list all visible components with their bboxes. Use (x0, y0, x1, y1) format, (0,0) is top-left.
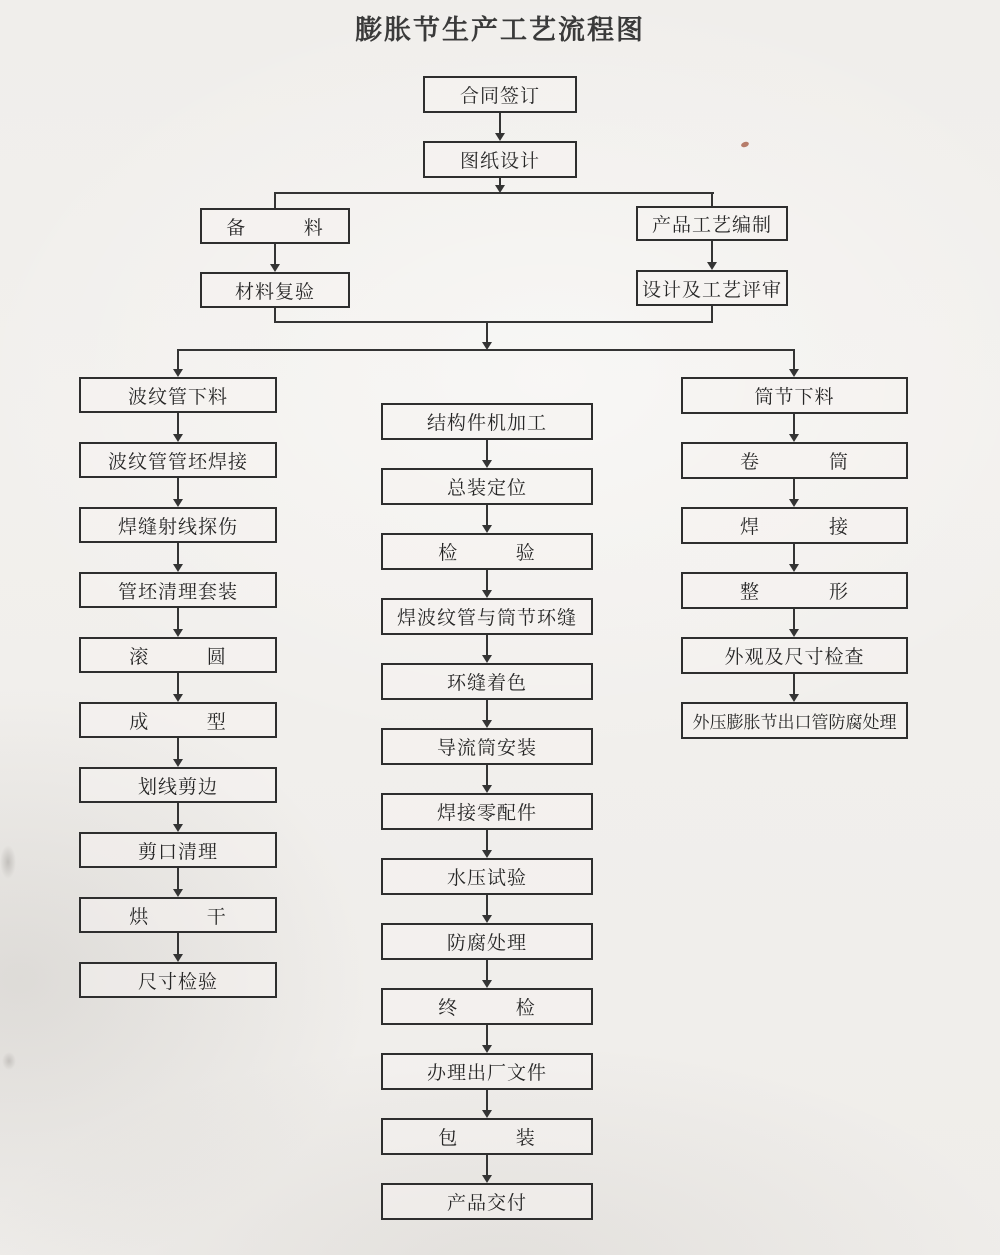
node-process-plan: 产品工艺编制 (636, 206, 788, 241)
arrow-down (173, 933, 183, 962)
node-dimension-inspection: 尺寸检验 (79, 962, 277, 998)
arrow-down (482, 765, 492, 793)
arrow-down (482, 505, 492, 533)
arrow-down (495, 113, 505, 141)
arrow-down (482, 1025, 492, 1053)
node-bellows-blanking: 波纹管下料 (79, 377, 277, 413)
arrow-down (707, 241, 717, 270)
node-design-process-review: 设计及工艺评审 (636, 270, 788, 306)
node-tube-cleaning-nesting: 管坯清理套装 (79, 572, 277, 608)
arrow-down (173, 803, 183, 832)
node-welding: 焊 接 (681, 507, 908, 544)
arrow-down (482, 1090, 492, 1118)
arrow-down (482, 440, 492, 468)
arrow-down (173, 413, 183, 442)
connector-stub (711, 192, 713, 206)
arrow-down (173, 868, 183, 897)
arrow-down (789, 414, 799, 442)
arrow-down (482, 570, 492, 598)
node-packaging: 包 装 (381, 1118, 593, 1155)
node-structural-machining: 结构件机加工 (381, 403, 593, 440)
node-material-prepare: 备 料 (200, 208, 350, 244)
arrow-down (270, 244, 280, 272)
node-forming: 成 型 (79, 702, 277, 738)
node-factory-documents: 办理出厂文件 (381, 1053, 593, 1090)
arrow-down (789, 674, 799, 702)
scan-artifact-red-speck (740, 141, 749, 148)
node-hydro-test: 水压试验 (381, 858, 593, 895)
arrow-down (482, 960, 492, 988)
connector-merge-line (274, 321, 713, 323)
arrow-down (173, 673, 183, 702)
arrow-down (482, 895, 492, 923)
arrow-down (482, 700, 492, 728)
node-shaping: 整 形 (681, 572, 908, 609)
page-title: 膨胀节生产工艺流程图 (355, 15, 645, 45)
node-liner-install: 导流筒安装 (381, 728, 593, 765)
node-marking-trimming: 划线剪边 (79, 767, 277, 803)
arrow-down (789, 479, 799, 507)
node-weld-accessories: 焊接零配件 (381, 793, 593, 830)
node-outlet-pipe-anticorrosion: 外压膨胀节出口管防腐处理 (681, 702, 908, 739)
arrow-down (482, 322, 492, 350)
node-appearance-dimension-check: 外观及尺寸检查 (681, 637, 908, 674)
scan-artifact-smudge (0, 845, 16, 879)
node-weld-bellows-shell-seam: 焊波纹管与筒节环缝 (381, 598, 593, 635)
arrow-down (482, 830, 492, 858)
node-drawing-design: 图纸设计 (423, 141, 577, 178)
node-cut-edge-cleaning: 剪口清理 (79, 832, 277, 868)
node-inspection: 检 验 (381, 533, 593, 570)
node-final-inspection: 终 检 (381, 988, 593, 1025)
node-anticorrosion: 防腐处理 (381, 923, 593, 960)
connector-stub (274, 192, 276, 208)
node-rolling-cylinder: 卷 筒 (681, 442, 908, 479)
node-drying: 烘 干 (79, 897, 277, 933)
node-assembly-positioning: 总装定位 (381, 468, 593, 505)
arrow-down (482, 635, 492, 663)
scan-artifact-smudge (2, 1052, 16, 1070)
arrow-down (173, 738, 183, 767)
arrow-down (789, 351, 799, 377)
arrow-down (173, 543, 183, 572)
node-material-recheck: 材料复验 (200, 272, 350, 308)
arrow-down (789, 609, 799, 637)
node-bellows-tube-welding: 波纹管管坯焊接 (79, 442, 277, 478)
arrow-down (482, 1155, 492, 1183)
arrow-down (495, 178, 505, 193)
node-seam-dye-check: 环缝着色 (381, 663, 593, 700)
node-product-delivery: 产品交付 (381, 1183, 593, 1220)
arrow-down (173, 608, 183, 637)
node-shell-blanking: 筒节下料 (681, 377, 908, 414)
connector-branch-line (274, 192, 714, 194)
arrow-down (173, 351, 183, 377)
connector-distribute-line (177, 349, 795, 351)
node-weld-xray-inspection: 焊缝射线探伤 (79, 507, 277, 543)
arrow-down (789, 544, 799, 572)
node-contract-signing: 合同签订 (423, 76, 577, 113)
node-rolling-round: 滚 圆 (79, 637, 277, 673)
arrow-down (173, 478, 183, 507)
